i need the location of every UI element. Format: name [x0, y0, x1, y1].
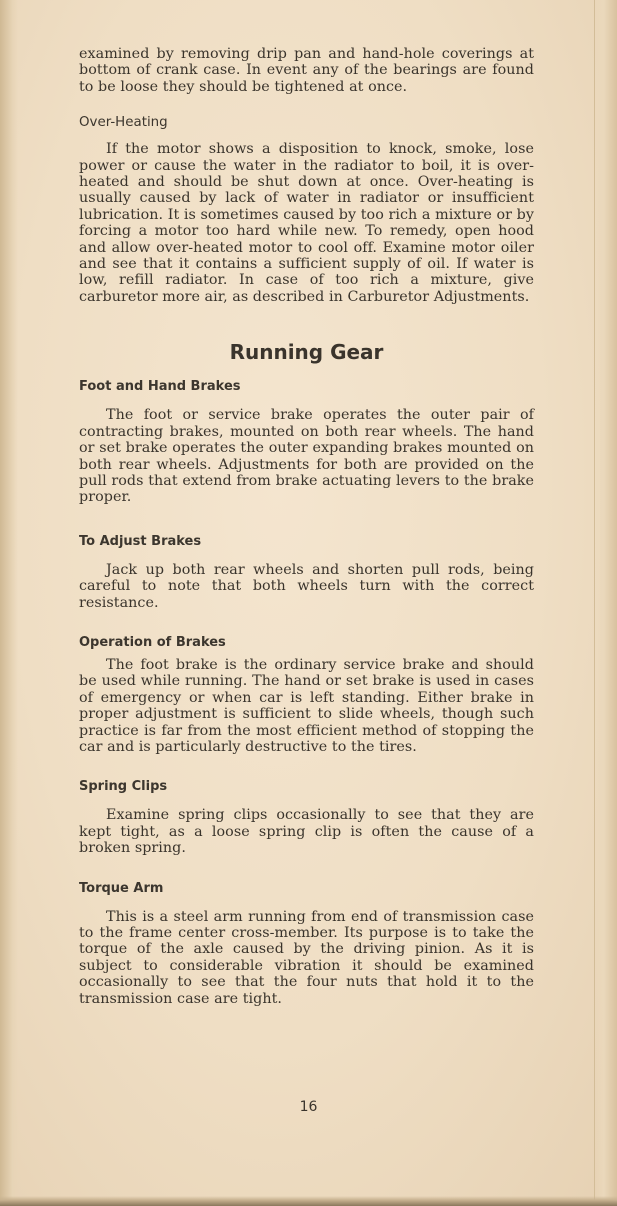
- spring-clips-heading: Spring Clips: [79, 779, 168, 795]
- page-bottom-edge: [0, 1196, 617, 1206]
- running-gear-section-title: Running Gear: [229, 340, 384, 365]
- page-left-edge: [0, 0, 18, 1206]
- torque-arm-heading: Torque Arm: [79, 880, 164, 896]
- adjust-brakes-paragraph: Jack up both rear wheels and shorten pull rods, being careful to note that both wheels turn with the correct resistance.: [79, 561, 534, 611]
- page-content: [79, 46, 534, 1007]
- operation-brakes-paragraph: The foot brake is the ordinary service brake and should be used while running. The hand or set brake is used in cases of emergency or when car is left standing. Either brake in proper adjustment is sufficient to slide wheels, though such practice is far from the most efficient method of stopping the car and is particularly destructive to the tires.: [79, 656, 534, 755]
- intro-paragraph: examined by removing drip pan and hand-hole coverings at bottom of crank case. In event any of the bearings are found to be loose they should be tightened at once.: [79, 46, 534, 95]
- operation-brakes-heading: Operation of Brakes: [79, 634, 226, 650]
- foot-hand-brakes-paragraph: The foot or service brake operates the outer pair of contracting brakes, mounted on both rear wheels. The hand or set brake operates the outer expanding brakes mounted on both rear wheels. Adjustments for both are provided on the pull rods that extend from brake actuating levers to the brake proper.: [79, 407, 534, 506]
- adjust-brakes-heading: To Adjust Brakes: [79, 533, 202, 549]
- page-number: 16: [299, 1099, 318, 1115]
- page-right-edge: [594, 0, 617, 1206]
- spring-clips-paragraph: Examine spring clips occasionally to see that they are kept tight, as a loose spring clip is often the cause of a broken spring.: [79, 807, 534, 857]
- torque-arm-paragraph: This is a steel arm running from end of transmission case to the frame center cross-member. Its purpose is to take the torque of the axle caused by the driving pinion. As it is subject to considerable vibration it should be examined occasionally to see that the four nuts that hold it to the transmission case are tight.: [79, 908, 534, 1007]
- over-heating-paragraph: If the motor shows a disposition to knock, smoke, lose power or cause the water in the radiator to boil, it is over-heated and should be shut down at once. Over-heating is usually caused by lack of water in radiator or insufficient lubrication. It is sometimes caused by too rich a mixture or by forcing a motor too hard while new. To remedy, open hood and allow over-heated motor to cool off. Examine motor oiler and see that it contains a sufficient supply of oil. If water is low, refill radiator. In case of too rich a mixture, give carburetor more air, as described in Carburetor Adjustments.: [79, 141, 534, 305]
- foot-hand-brakes-heading: Foot and Hand Brakes: [79, 379, 241, 395]
- over-heating-heading: Over-Heating: [79, 115, 168, 131]
